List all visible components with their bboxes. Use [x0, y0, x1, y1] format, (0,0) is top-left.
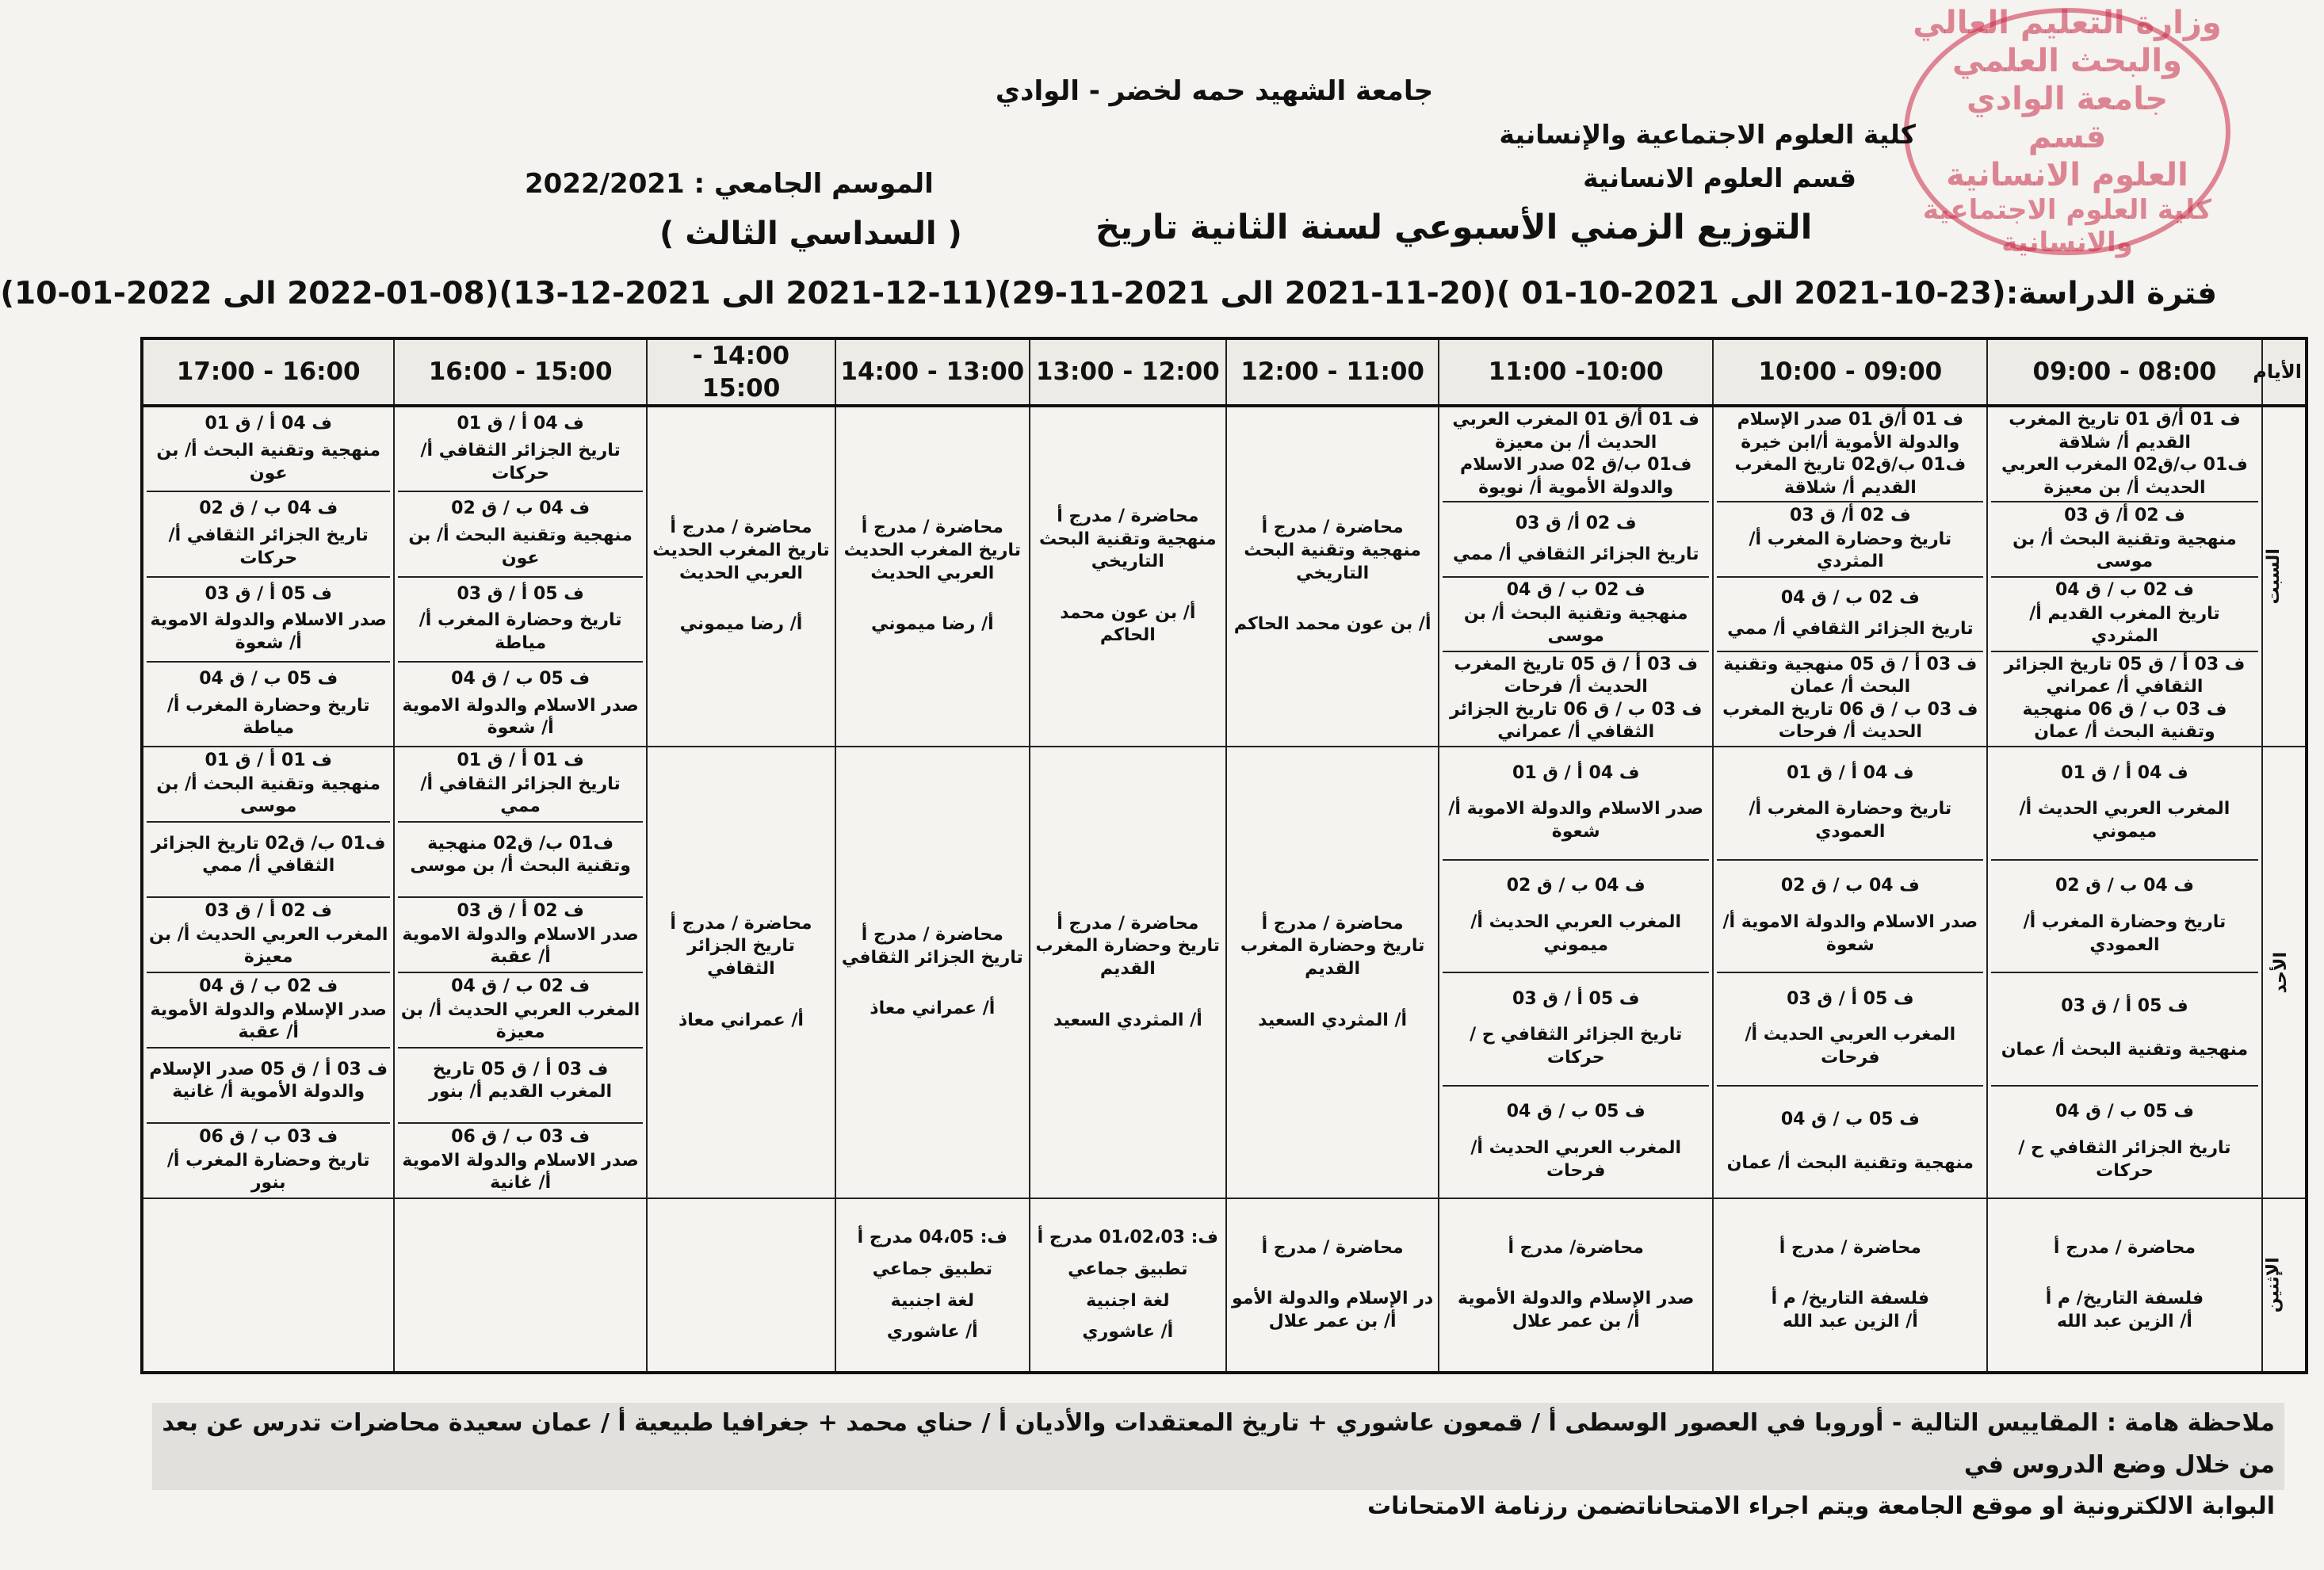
day-sunday: الأحد: [2262, 747, 2307, 1198]
sun-slot-5-lecture: محاضرة / مدرج أ تاريخ وحضارة المغرب القديم أ/ المثردي السعيد: [1030, 747, 1227, 1198]
sun-slot-1: ف 04 أ / ق 01 المغرب العربي الحديث أ/ ميموني ف 04 ب / ق 02 تاريخ وحضارة المغرب أ/ العمودي ف 05 أ / ق 03 منهجية وتقنية البحث أ/ عمان ف 05 ب / ق 04 تاريخ الجزائر الثقافي ح / حركات: [1987, 747, 2261, 1198]
department-name: قسم العلوم الانسانية: [1583, 162, 1856, 193]
study-period-label: فترة الدراسة:: [2005, 276, 2217, 311]
stamp-faculty: كلية العلوم الاجتماعية والانسانية: [1922, 194, 2212, 258]
study-period-4: (2022-01-08 الى 2022-01-10): [0, 276, 499, 311]
mon-slot-2-lecture: محاضرة / مدرج أ فلسفة التاريخ/ م أ أ/ الزين عبد الله: [1713, 1198, 1987, 1373]
document-title: التوزيع الزمني الأسبوعي لسنة الثانية تاريخ: [1095, 208, 1813, 247]
official-stamp: [1904, 5, 2230, 258]
stamp-department: العلوم الانسانية: [1946, 157, 2188, 194]
mon-slot-8-empty: [394, 1198, 646, 1373]
slot-header: 13:00 - 14:00: [835, 338, 1029, 406]
mon-slot-5-practical: ف: 01،02،03 مدرج أ تطبيق جماعي لغة اجنبية أ/ عاشوري: [1030, 1198, 1227, 1373]
study-period-3: (2021-12-11 الى 2021-12-13): [499, 276, 998, 311]
stamp-ministry: وزارة التعليم العالي والبحث العلمي: [1913, 5, 2222, 80]
sat-slot-4-lecture: محاضرة / مدرج أ منهجية وتقنية البحث التاريخي أ/ بن عون محمد الحاكم: [1226, 406, 1439, 747]
slot-header: 10:00- 11:00: [1439, 338, 1713, 406]
sat-slot-1: ف 01 أ/ق 01 تاريخ المغرب القديم أ/ شلاقة ف01 ب/ق02 المغرب العربي الحديث أ/ بن معيزة ف 02 أ/ ق 03 منهجية وتقنية البحث أ/ بن موسى ف 02 ب / ق 04 تاريخ المغرب القديم أ/ المثردي ف 03 أ / ق 05 تاريخ الجزائر الثقافي أ/ عمراني ف 03 ب / ق 06 منهجية وتقنية البحث أ/ عمان: [1987, 406, 2261, 747]
mon-slot-6-practical: ف: 04،05 مدرج أ تطبيق جماعي لغة اجنبية أ/ عاشوري: [835, 1198, 1029, 1373]
slot-header: 16:00 - 17:00: [142, 338, 394, 406]
university-name: جامعة الشهيد حمه لخضر - الوادي: [995, 75, 1434, 107]
slot-header: 09:00 - 10:00: [1713, 338, 1987, 406]
mon-slot-4-lecture: محاضرة / مدرج أ در الإسلام والدولة الأمو أ/ بن عمر علال: [1226, 1198, 1439, 1373]
study-period-1: (2021-10-23 الى 2021-10-01 ): [1496, 276, 2006, 311]
academic-year: الموسم الجامعي : 2022/2021: [525, 168, 934, 200]
days-header: الأيام: [2262, 338, 2307, 406]
mon-slot-3-lecture: محاضرة/ مدرج أ صدر الإسلام والدولة الأموية أ/ بن عمر علال: [1439, 1198, 1713, 1373]
stamp-section: قسم: [2028, 119, 2107, 156]
faculty-name: كلية العلوم الاجتماعية والإنسانية: [1499, 119, 1916, 150]
sat-slot-2: ف 01 أ/ق 01 صدر الإسلام والدولة الأموية أ/ابن خيرة ف01 ب/ق02 تاريخ المغرب القديم أ/ شلاقة ف 02 أ/ ق 03 تاريخ وحضارة المغرب أ/ المثردي ف 02 ب / ق 04 تاريخ الجزائر الثقافي أ/ ممي ف 03 أ / ق 05 منهجية وتقنية البحث أ/ عمان ف 03 ب / ق 06 تاريخ المغرب الحديث أ/ فرحات: [1713, 406, 1987, 747]
slot-header: 08:00 - 09:00: [1987, 338, 2261, 406]
study-period: [0, 276, 2217, 311]
sun-slot-9: ف 01 أ / ق 01 منهجية وتقنية البحث أ/ بن موسى ف01 ب/ ق02 تاريخ الجزائر الثقافي أ/ ممي ف 02 أ / ق 03 المغرب العربي الحديث أ/ بن معيزة ف 02 ب / ق 04 صدر الإسلام والدولة الأموية أ/ عقبة ف 03 أ / ق 05 صدر الإسلام والدولة الأموية أ/ غانية ف 03 ب / ق 06 تاريخ وحضارة المغرب أ/ بنور: [142, 747, 394, 1198]
slot-header: 15:00 - 16:00: [394, 338, 646, 406]
semester-label: ( السداسي الثالث ): [659, 216, 962, 252]
sat-slot-3: ف 01 أ/ق 01 المغرب العربي الحديث أ/ بن معيزة ف01 ب/ق 02 صدر الاسلام والدولة الأموية أ/ نويوة ف 02 أ/ ق 03 تاريخ الجزائر الثقافي أ/ ممي ف 02 ب / ق 04 منهجية وتقنية البحث أ/ بن موسى ف 03 أ / ق 05 تاريخ المغرب الحديث أ/ فرحات ف 03 ب / ق 06 تاريخ الجزائر الثقافي أ/ عمراني: [1439, 406, 1713, 747]
mon-slot-9-empty: [142, 1198, 394, 1373]
day-monday: الإثنين: [2262, 1198, 2307, 1373]
study-period-2: (2021-11-20 الى 2021-11-29): [997, 276, 1496, 311]
sat-slot-5-lecture: محاضرة / مدرج أ منهجية وتقنية البحث التاريخي أ/ بن عون محمد الحاكم: [1030, 406, 1227, 747]
slot-header: 11:00 - 12:00: [1226, 338, 1439, 406]
sat-slot-6-lecture: محاضرة / مدرج أ تاريخ المغرب الحديث العربي الحديث أ/ رضا ميموني: [835, 406, 1029, 747]
stamp-university: جامعة الوادي: [1966, 81, 2169, 118]
note-line-1: ملاحظة هامة : المقاييس التالية - أوروبا في العصور الوسطى أ / قمعون عاشوري + تاريخ المعتقدات والأديان أ / حناي محمد + جغرافيا طبيعية أ / عمان سعيدة محاضرات تدرس عن بعد من خلال وضع الدروس في: [162, 1409, 2275, 1479]
sun-slot-4-lecture: محاضرة / مدرج أ تاريخ وحضارة المغرب القديم أ/ المثردي السعيد: [1226, 747, 1439, 1198]
sat-slot-7-lecture: محاضرة / مدرج أ تاريخ المغرب الحديث العربي الحديث أ/ رضا ميموني: [647, 406, 835, 747]
sat-slot-9: ف 04 أ / ق 01 منهجية وتقنية البحث أ/ بن عون ف 04 ب / ق 02 تاريخ الجزائر الثقافي أ/ حركات ف 05 أ / ق 03 صدر الاسلام والدولة الاموية أ/ شعوة ف 05 ب / ق 04 تاريخ وحضارة المغرب أ/ مياطة: [142, 406, 394, 747]
important-note: [152, 1403, 2284, 1520]
slot-header: 12:00 - 13:00: [1030, 338, 1227, 406]
sun-slot-3: ف 04 أ / ق 01 صدر الاسلام والدولة الاموية أ/ شعوة ف 04 ب / ق 02 المغرب العربي الحديث أ/ ميموني ف 05 أ / ق 03 تاريخ الجزائر الثقافي ح / حركات ف 05 ب / ق 04 المغرب العربي الحديث أ/ فرحات: [1439, 747, 1713, 1198]
sat-slot-8: ف 04 أ / ق 01 تاريخ الجزائر الثقافي أ/ حركات ف 04 ب / ق 02 منهجية وتقنية البحث أ/ بن عون ف 05 أ / ق 03 تاريخ وحضارة المغرب أ/ مياطة ف 05 ب / ق 04 صدر الاسلام والدولة الاموية أ/ شعوة: [394, 406, 646, 747]
day-saturday: السبت: [2262, 406, 2307, 747]
slot-header: 14:00 - 15:00: [647, 338, 835, 406]
sun-slot-6-lecture: محاضرة / مدرج أ تاريخ الجزائر الثقافي أ/ عمراني معاذ: [835, 747, 1029, 1198]
mon-slot-1-lecture: محاضرة / مدرج أ فلسفة التاريخ/ م أ أ/ الزين عبد الله: [1987, 1198, 2261, 1373]
note-line-2: البوابة الالكترونية او موقع الجامعة ويتم اجراء الامتحاناتضمن رزنامة الامتحانات: [1366, 1492, 2275, 1520]
sun-slot-7-lecture: محاضرة / مدرج أ تاريخ الجزائر الثقافي أ/ عمراني معاذ: [647, 747, 835, 1198]
sun-slot-2: ف 04 أ / ق 01 تاريخ وحضارة المغرب أ/ العمودي ف 04 ب / ق 02 صدر الاسلام والدولة الاموية أ/ شعوة ف 05 أ / ق 03 المغرب العربي الحديث أ/ فرحات ف 05 ب / ق 04 منهجية وتقنية البحث أ/ عمان: [1713, 747, 1987, 1198]
sun-slot-8: ف 01 أ / ق 01 تاريخ الجزائر الثقافي أ/ ممي ف01 ب/ ق02 منهجية وتقنية البحث أ/ بن موسى ف 02 أ / ق 03 صدر الاسلام والدولة الاموية أ/ عقبة ف 02 ب / ق 04 المغرب العربي الحديث أ/ بن معيزة ف 03 أ / ق 05 تاريخ المغرب القديم أ/ بنور ف 03 ب / ق 06 صدر الاسلام والدولة الاموية أ/ غانية: [394, 747, 646, 1198]
weekly-timetable: [140, 337, 2308, 1374]
mon-slot-7-empty: [647, 1198, 835, 1373]
